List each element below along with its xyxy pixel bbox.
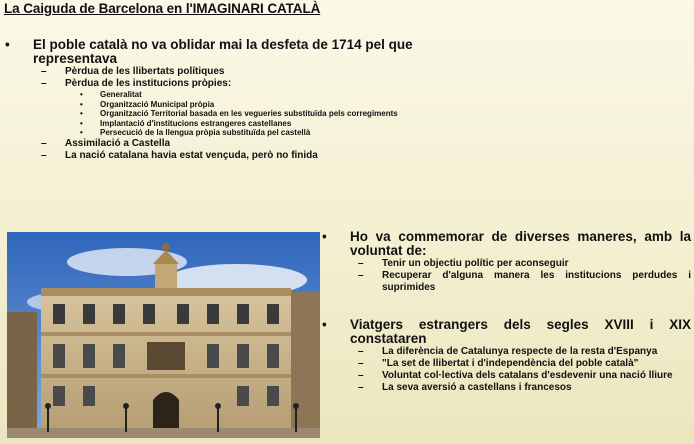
list-item-text: La seva aversió a castellans i francesos	[382, 382, 572, 393]
list-item-text: Tenir un objectiu polític per aconseguir	[382, 258, 569, 269]
bullet-icon: •	[80, 99, 83, 109]
sub-list-item-text: Organització Territorial basada en les vegueries substituïda pels corregiments	[100, 109, 398, 118]
list-item	[41, 150, 434, 162]
dash-icon: –	[41, 66, 47, 77]
bullet-icon: •	[80, 90, 83, 99]
dash-icon: –	[41, 149, 47, 161]
sub-list-item	[80, 119, 434, 129]
main-point	[322, 230, 691, 258]
list-item	[41, 138, 434, 150]
list-item	[41, 78, 434, 90]
main-point	[4, 38, 434, 66]
sub-list-item-text: Implantació d'institucions estrangeres castellanes	[100, 118, 292, 128]
list-item	[358, 270, 691, 294]
sub-list-item	[80, 100, 434, 110]
right-bullet-list-1	[322, 230, 691, 294]
right-bullet-list-2	[322, 318, 691, 394]
sub-list-item	[80, 109, 434, 119]
sub-list-item-text: Persecució de la llengua pròpia substituïda pel castellà	[100, 128, 311, 137]
sub-list-item	[80, 128, 434, 138]
bullet-icon: •	[322, 229, 327, 244]
main-point-text: Ho va commemorar de diverses maneres, amb la voluntat de:	[350, 229, 691, 258]
main-point-text: Viatgers estrangers dels segles XVIII i XIX constataren	[350, 317, 691, 346]
bullet-icon: •	[80, 109, 83, 118]
sub-list-item-text: Organització Municipal pròpia	[100, 99, 215, 109]
list-item-text: Assimilació a Castella	[65, 137, 171, 149]
dash-icon: –	[41, 78, 47, 89]
list-item	[358, 370, 691, 382]
list-item	[358, 382, 691, 394]
dash-icon: –	[358, 346, 364, 357]
sub-list-item-text: Generalitat	[100, 90, 142, 99]
building-illustration	[7, 232, 320, 438]
dash-icon: –	[41, 137, 47, 149]
list-item-text: Voluntat col·lectiva dels catalans d'esdevenir una nació lliure	[382, 370, 673, 381]
list-item-text: Pèrdua de les institucions pròpies:	[65, 78, 232, 89]
dash-icon: –	[358, 270, 364, 281]
dash-icon: –	[358, 370, 364, 381]
bullet-icon: •	[80, 118, 83, 128]
list-item-text: La nació catalana havia estat vençuda, però no finida	[65, 149, 318, 161]
dash-icon: –	[358, 358, 364, 369]
left-bullet-list	[4, 38, 434, 162]
bullet-icon: •	[80, 128, 83, 137]
list-item-text: Pèrdua de les llibertats polítiques	[65, 66, 225, 77]
dash-icon: –	[358, 258, 364, 269]
dash-icon: –	[358, 382, 364, 393]
main-point-text: El poble català no va oblidar mai la desfeta de 1714 pel que representava	[33, 37, 413, 66]
main-point	[322, 318, 691, 346]
list-item	[358, 346, 691, 358]
bullet-icon: •	[322, 317, 327, 332]
bullet-icon: •	[5, 37, 10, 52]
sub-list-item	[80, 90, 434, 100]
palau-generalitat-photo	[7, 232, 320, 438]
slide-title: La Caiguda de Barcelona en l'IMAGINARI CATALÀ	[4, 1, 321, 16]
list-item	[358, 358, 691, 370]
list-item-text: La diferència de Catalunya respecte de la resta d'Espanya	[382, 346, 658, 357]
list-item-text: Recuperar d'alguna manera les institucions perdudes i suprimides	[382, 270, 691, 293]
list-item-text: "La set de llibertat i d'independència del poble català"	[382, 358, 639, 369]
list-item	[41, 66, 434, 78]
list-item	[358, 258, 691, 270]
